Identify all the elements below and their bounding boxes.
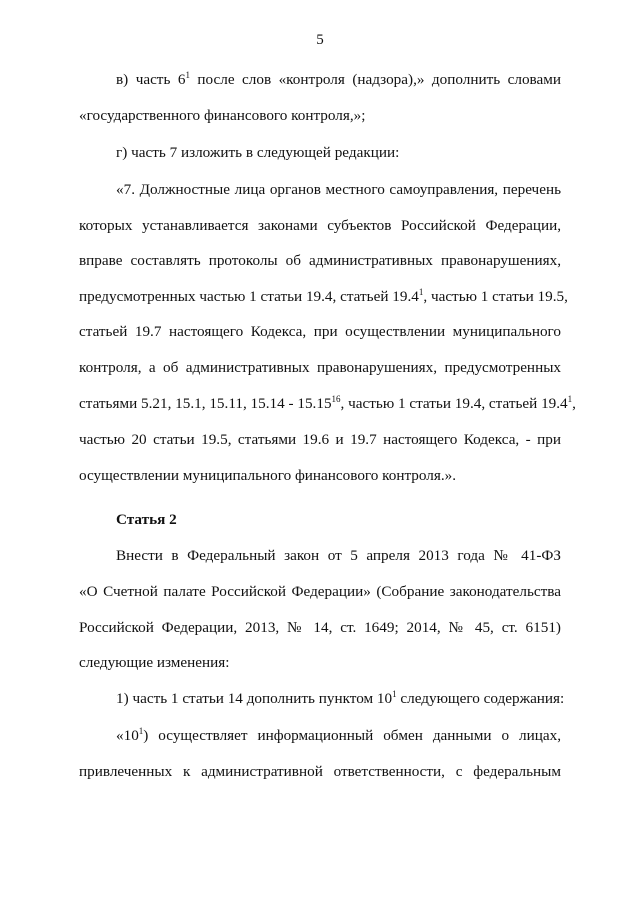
article-2-heading: Статья 2 [116, 511, 177, 528]
paragraph-v-line-1: в) часть $6^1$ после слов «контроля (надзора),» дополнить словами [116, 70, 561, 88]
intro-line-3: Российской Федерации, 2013, № 14, ст. 1649; 2014, № 45, ст. 6151) [79, 619, 561, 636]
paragraph-7-line-9: осуществлении муниципального финансового контроля.». [79, 467, 457, 484]
intro-line-1: Внести в Федеральный закон от 5 апреля 2013 года № 41-ФЗ [116, 547, 561, 564]
paragraph-7-line-8: частью 20 статьи 19.5, статьями 19.6 и 19.7 настоящего Кодекса, - при [79, 431, 561, 448]
item-1-line-1: 1) часть 1 статьи 14 дополнить пунктом $10^1$ следующего содержания: [116, 689, 565, 707]
item-10-line-1: «$10^1$) осуществляет информационный обмен данными о лицах, [116, 726, 561, 744]
superscript: 1 [138, 726, 144, 736]
intro-line-2: «О Счетной палате Российской Федерации» (Собрание законодательства [79, 583, 561, 600]
paragraph-7-line-4: предусмотренных частью 1 статьи 19.4, статьей 19.4$^1$, частью 1 статьи 19.5, [79, 287, 568, 305]
intro-line-4: следующие изменения: [79, 654, 230, 671]
paragraph-g-line-1: г) часть 7 изложить в следующей редакции: [116, 144, 400, 161]
paragraph-7-line-7: статьями 5.21, 15.1, 15.11, 15.14 - 15.15$^{16}$, частью 1 статьи 19.4, статьей 19.4$^1$, [79, 394, 576, 412]
paragraph-7-line-2: которых устанавливается законами субъектов Российской Федерации, [79, 217, 561, 234]
paragraph-v-line-2: «государственного финансового контроля,»; [79, 107, 366, 124]
item-10-line-2: привлеченных к административной ответственности, с федеральным [79, 763, 561, 780]
superscript: 1 [185, 70, 190, 80]
superscript: 1 [418, 287, 424, 297]
paragraph-7-line-1: «7. Должностные лица органов местного самоуправления, перечень [116, 181, 561, 198]
paragraph-7-line-6: контроля, а об административных правонарушениях, предусмотренных [79, 359, 561, 376]
page-number: 5 [316, 32, 324, 48]
paragraph-7-line-3: вправе составлять протоколы об административных правонарушениях, [79, 252, 561, 269]
superscript: 1 [392, 689, 397, 699]
paragraph-7-line-5: статьей 19.7 настоящего Кодекса, при осуществлении муниципального [79, 323, 561, 340]
superscript: 1 [567, 394, 573, 404]
superscript: 16 [331, 394, 341, 404]
